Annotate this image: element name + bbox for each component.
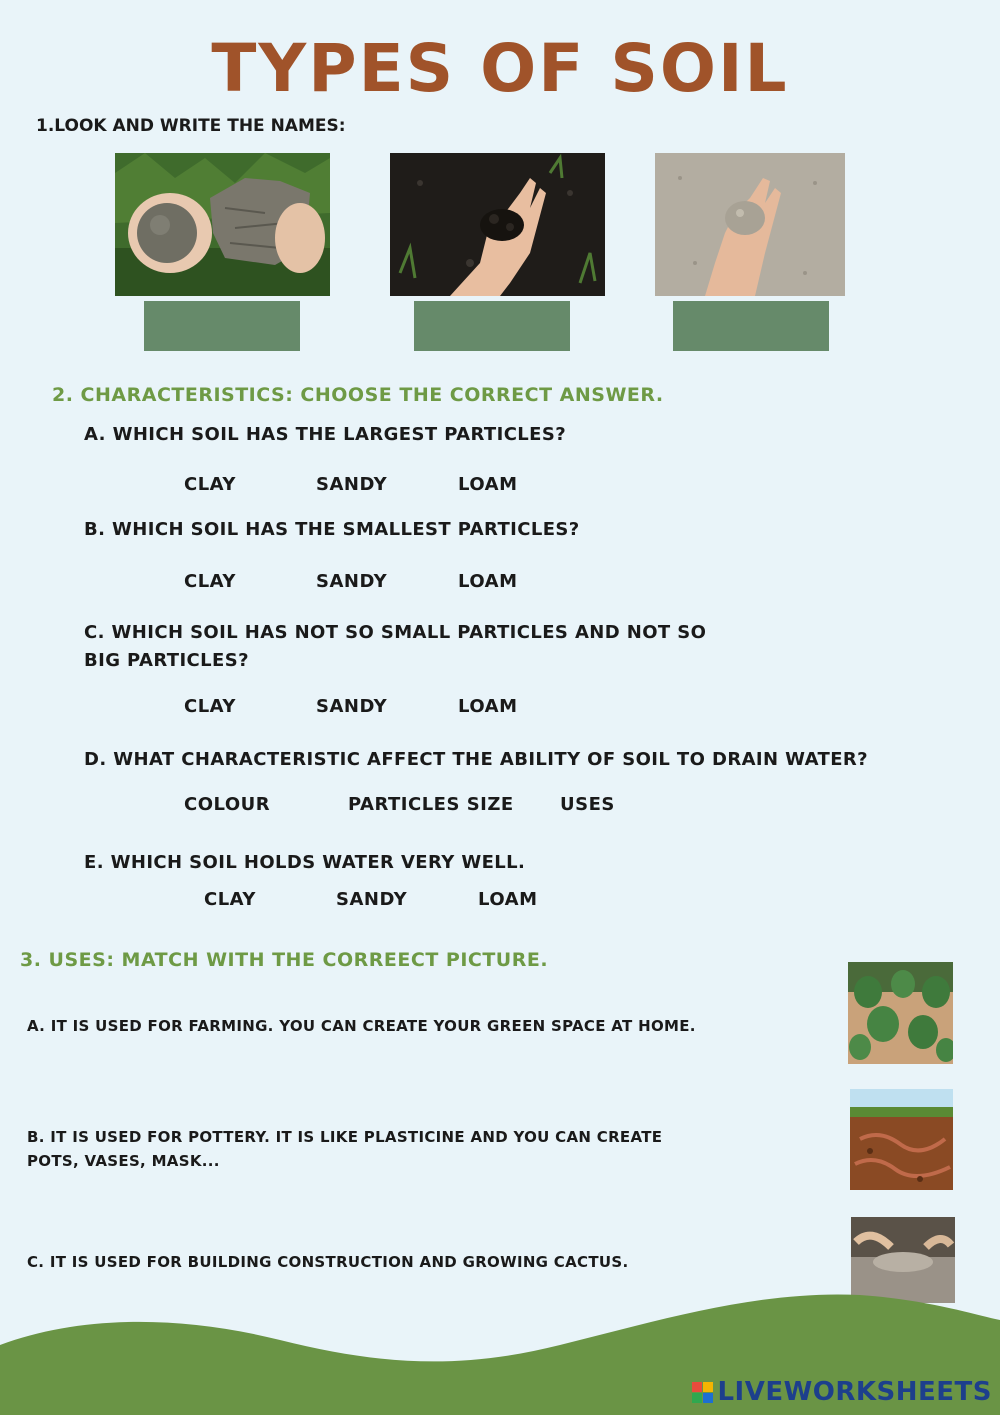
option-e-3[interactable]: LOAM [478,889,538,910]
option-d-2[interactable]: PARTICLES SIZE [348,794,514,815]
answer-box-3[interactable] [673,301,829,351]
farming-soil-picture[interactable] [850,1089,953,1190]
use-item-c: C. IT IS USED FOR BUILDING CONSTRUCTION AND GROWING CACTUS. [27,1253,629,1271]
use-item-b-line-2: POTS, VASES, MASK... [27,1152,220,1170]
option-d-3[interactable]: USES [560,794,615,815]
section-3-heading: 3. USES: MATCH WITH THE CORREECT PICTURE. [20,949,549,971]
liveworksheets-logo-mark [692,1382,713,1403]
section-1-heading: 1.LOOK AND WRITE THE NAMES: [36,116,346,136]
clay-soil-photo [115,153,330,296]
option-c-3[interactable]: LOAM [458,696,518,717]
option-e-2[interactable]: SANDY [336,889,408,910]
use-item-a: A. IT IS USED FOR FARMING. YOU CAN CREATE YOUR GREEN SPACE AT HOME. [27,1017,696,1035]
question-b: B. WHICH SOIL HAS THE SMALLEST PARTICLES? [84,519,580,540]
option-a-1[interactable]: CLAY [184,474,236,495]
cactus-picture[interactable] [848,962,953,1064]
use-item-b [27,1125,662,1173]
use-item-b-line-1: B. IT IS USED FOR POTTERY. IT IS LIKE PLASTICINE AND YOU CAN CREATE [27,1128,663,1146]
liveworksheets-logo-text: LIVEWORKSHEETS [717,1377,992,1407]
question-e: E. WHICH SOIL HOLDS WATER VERY WELL. [84,852,526,873]
option-b-1[interactable]: CLAY [184,571,236,592]
page-title: TYPES OF SOIL [211,30,789,107]
answer-box-1[interactable] [144,301,300,351]
question-c-line-1: C. WHICH SOIL HAS NOT SO SMALL PARTICLES AND NOT SO [84,622,707,643]
question-a: A. WHICH SOIL HAS THE LARGEST PARTICLES? [84,424,567,445]
loam-soil-photo [390,153,605,296]
sandy-soil-photo [655,153,845,296]
option-a-2[interactable]: SANDY [316,474,388,495]
option-b-3[interactable]: LOAM [458,571,518,592]
section-2-heading: 2. CHARACTERISTICS: CHOOSE THE CORRECT ANSWER. [52,384,664,406]
option-d-1[interactable]: COLOUR [184,794,271,815]
option-e-1[interactable]: CLAY [204,889,256,910]
liveworksheets-logo [692,1377,992,1407]
option-b-2[interactable]: SANDY [316,571,388,592]
answer-box-2[interactable] [414,301,570,351]
question-d: D. WHAT CHARACTERISTIC AFFECT THE ABILITY OF SOIL TO DRAIN WATER? [84,749,868,770]
option-c-2[interactable]: SANDY [316,696,388,717]
option-c-1[interactable]: CLAY [184,696,236,717]
question-c-line-2: BIG PARTICLES? [84,650,249,671]
question-c [84,619,706,675]
option-a-3[interactable]: LOAM [458,474,518,495]
